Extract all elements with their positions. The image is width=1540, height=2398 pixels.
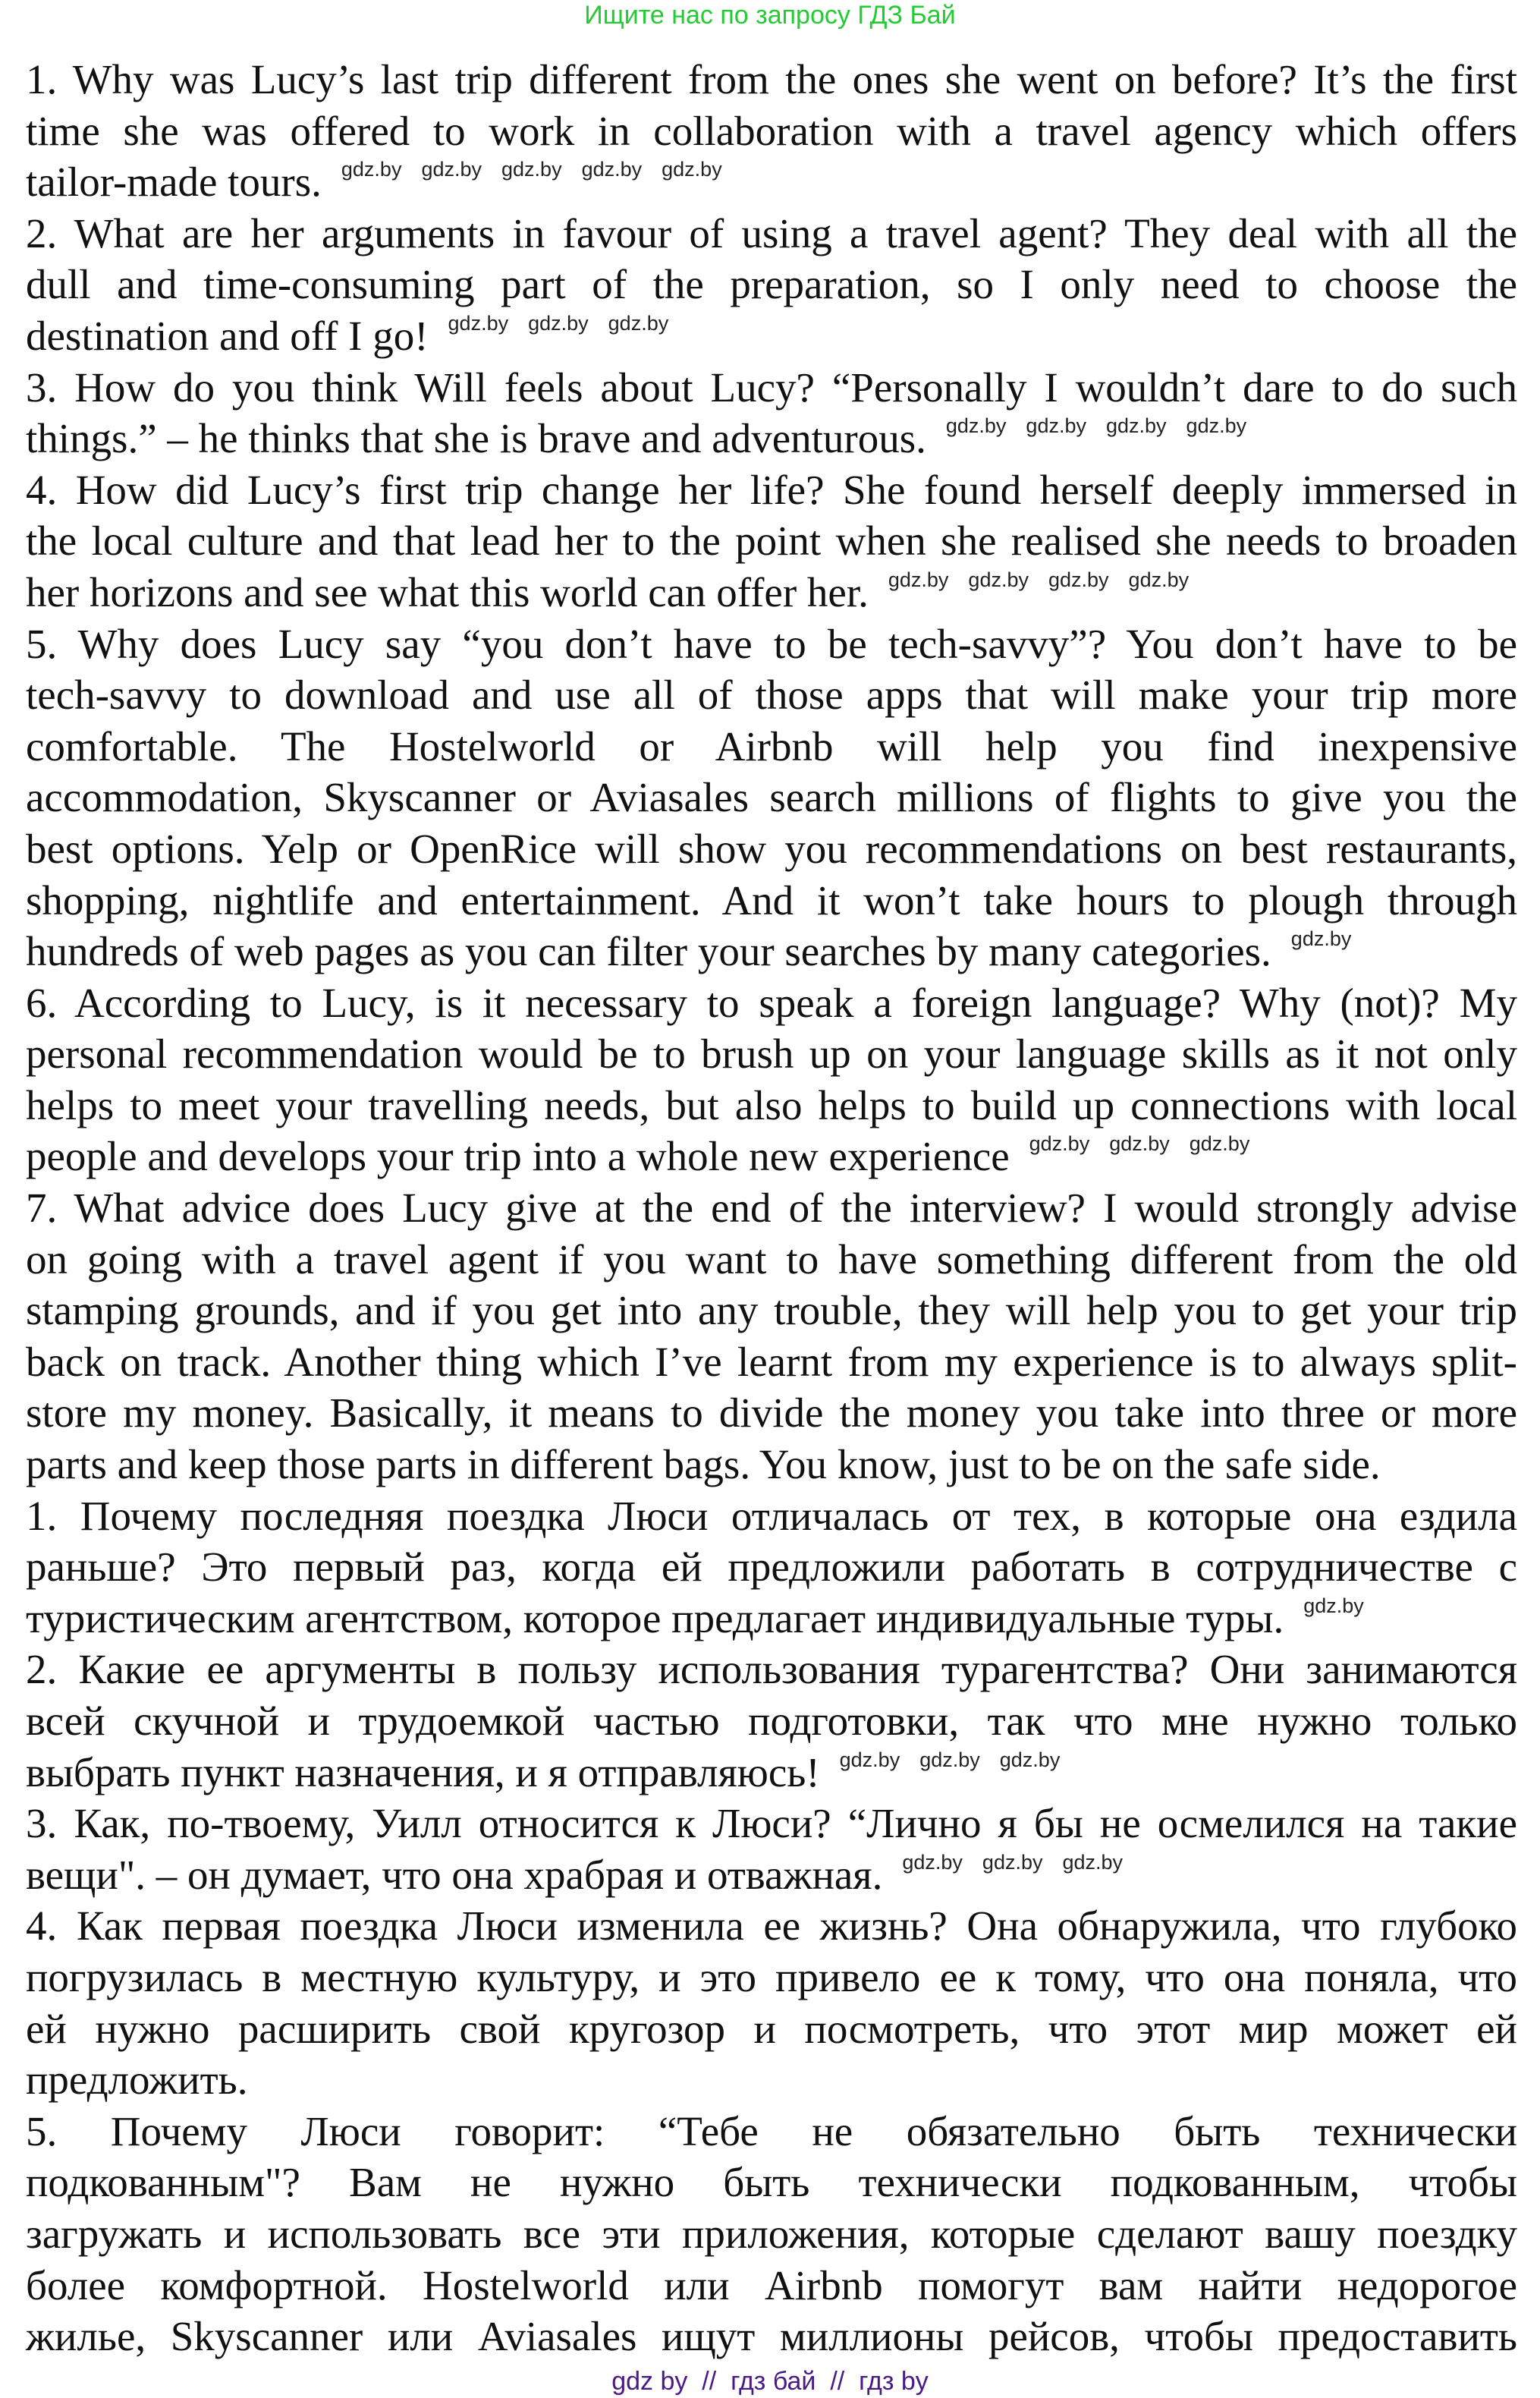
text-line-content: более комфортной. Hostelworld или Airbnb помогут вам найти недорогое: [26, 2261, 1517, 2308]
text-line: [26, 926, 1517, 977]
text-line: [26, 1541, 1517, 1593]
watermark: gdz.by: [662, 158, 722, 181]
text-line: [26, 310, 1517, 362]
text-line-content: загружать и использовать все эти приложения, которые сделают вашу поездку: [26, 2210, 1517, 2257]
answer-paragraph: [26, 1900, 1517, 2105]
text-line: [26, 2208, 1517, 2260]
watermark: gdz.by: [999, 1748, 1061, 1771]
text-line: [26, 977, 1517, 1029]
watermark: gdz.by: [528, 311, 589, 335]
watermark: gdz.by: [421, 158, 482, 181]
text-line-content: 6. According to Lucy, is it necessary to speak a foreign language? Why (not)? My: [26, 979, 1517, 1026]
text-line-content: жилье, Skyscanner или Aviasales ищут миллионы рейсов, чтобы предоставить: [26, 2313, 1517, 2360]
watermark: gdz.by: [1026, 414, 1086, 438]
text-line-content: 1. Why was Lucy’s last trip different from the ones she went on before? It’s the first: [26, 56, 1517, 102]
watermark: gdz.by: [945, 414, 1007, 438]
text-line-content: stamping grounds, and if you get into any trouble, they will help you to get your trip: [26, 1287, 1517, 1334]
answer-paragraph: [26, 1644, 1517, 1798]
footer-banner: gdz by // гдз бай // гдз by: [611, 2367, 929, 2396]
answer-paragraph: [26, 1490, 1517, 1644]
text-line-content: 3. How do you think Will feels about Lucy? “Personally I wouldn’t dare to do such: [26, 363, 1517, 411]
answer-paragraph: [26, 54, 1517, 208]
answer-paragraph: [26, 618, 1517, 977]
watermark: gdz.by: [608, 311, 669, 335]
text-line-content: 3. Как, по-твоему, Уилл относится к Люси? “Лично я бы не осмелился на такие: [26, 1800, 1517, 1847]
text-line: [26, 669, 1517, 721]
watermark: gdz.by: [341, 158, 402, 181]
text-line-content: back on track. Another thing which I’ve learnt from my experience is to always split-: [26, 1338, 1517, 1385]
text-line-content: time she was offered to work in collaboration with a travel agency which offers: [26, 107, 1517, 154]
text-line: [26, 1695, 1517, 1747]
text-line-content: 7. What advice does Lucy give at the end of the interview? I would strongly advise: [26, 1185, 1517, 1232]
text-line-content: туристическим агентством, которое предлагает индивидуальные туры.: [26, 1594, 1284, 1641]
text-line: [26, 2003, 1517, 2055]
answer-text: [26, 54, 1517, 2362]
text-line-content: parts and keep those parts in different bags. You know, just to be on the safe side.: [26, 1441, 1381, 1488]
text-line-content: раньше? Это первый раз, когда ей предложили работать в сотрудничестве с: [26, 1544, 1517, 1591]
answer-paragraph: [26, 1182, 1517, 1490]
text-line: [26, 1182, 1517, 1234]
text-line-content: 4. How did Lucy’s first trip change her life? She found herself deeply immersed in: [26, 466, 1517, 513]
watermark: gdz.by: [839, 1748, 900, 1771]
watermark: gdz.by: [888, 568, 949, 591]
answer-paragraph: [26, 2106, 1517, 2362]
text-line-content: всей скучной и трудоемкой частью подготовки, так что мне нужно только: [26, 1698, 1517, 1744]
text-line: [26, 618, 1517, 670]
text-line-content: store my money. Basically, it means to divide the money you take into three or more: [26, 1389, 1517, 1437]
text-line: [26, 1336, 1517, 1388]
text-line: [26, 464, 1517, 516]
watermark: gdz.by: [581, 158, 643, 181]
text-line-content: comfortable. The Hostelworld or Airbnb will help you find inexpensive: [26, 722, 1517, 769]
text-line: [26, 1439, 1517, 1490]
text-line: [26, 1593, 1517, 1644]
text-line: [26, 1285, 1517, 1336]
text-line-content: things.” – he thinks that she is brave and adventurous.: [26, 415, 926, 462]
text-line: [26, 1644, 1517, 1695]
text-line-content: on going with a travel agent if you want to have something different from the old: [26, 1235, 1517, 1282]
text-line: [26, 2311, 1517, 2362]
text-line-content: 2. What are her arguments in favour of using a travel agent? They deal with all the: [26, 209, 1517, 256]
text-line: [26, 2260, 1517, 2311]
text-line: [26, 721, 1517, 773]
text-line-content: destination and off I go!: [26, 312, 429, 359]
answer-paragraph: [26, 362, 1517, 464]
text-line-content: ей нужно расширить свой кругозор и посмотреть, что этот мир может ей: [26, 2005, 1517, 2052]
text-line: [26, 2106, 1517, 2157]
text-line: [26, 1798, 1517, 1849]
watermark: gdz.by: [448, 311, 509, 335]
watermark: gdz.by: [968, 568, 1029, 591]
watermark: gdz.by: [1048, 568, 1109, 591]
text-line: [26, 1028, 1517, 1080]
text-line: [26, 567, 1517, 618]
text-line: [26, 1080, 1517, 1131]
text-line: [26, 54, 1517, 105]
watermark: gdz.by: [1109, 1132, 1170, 1156]
text-line: [26, 156, 1517, 208]
watermark: gdz.by: [902, 1850, 963, 1874]
text-line: [26, 823, 1517, 875]
answer-paragraph: [26, 208, 1517, 362]
watermark: gdz.by: [982, 1850, 1043, 1874]
header-banner: Ищите нас по запросу ГДЗ Бай: [584, 1, 956, 30]
text-line: [26, 772, 1517, 823]
watermark: gdz.by: [501, 158, 562, 181]
text-line-content: accommodation, Skyscanner or Aviasales search millions of flights to give you the: [26, 774, 1517, 821]
text-line-content: погрузилась в местную культуру, и это привело ее к тому, что она поняла, что: [26, 1953, 1517, 2000]
text-line: [26, 208, 1517, 260]
watermark: gdz.by: [1189, 1132, 1250, 1156]
text-line-content: 2. Какие ее аргументы в пользу использования турагентства? Они занимаются: [26, 1646, 1517, 1693]
text-line-content: the local culture and that lead her to the point when she realised she needs to broaden: [26, 518, 1517, 565]
text-line: [26, 1234, 1517, 1286]
text-line-content: предложить.: [26, 2057, 248, 2104]
text-line-content: helps to meet your travelling needs, but also helps to build up connections with local: [26, 1081, 1517, 1128]
watermark: gdz.by: [1105, 414, 1167, 438]
text-line-content: 5. Why does Lucy say “you don’t have to be tech-savvy”? You don’t have to be: [26, 620, 1517, 667]
text-line-content: dull and time-consuming part of the preparation, so I only need to choose the: [26, 261, 1517, 308]
watermark: gdz.by: [1290, 927, 1352, 951]
text-line: [26, 362, 1517, 414]
watermark: gdz.by: [1029, 1132, 1090, 1156]
text-line: [26, 515, 1517, 567]
text-line: [26, 413, 1517, 464]
watermark: gdz.by: [1303, 1594, 1364, 1617]
text-line: [26, 1490, 1517, 1542]
text-line-content: people and develops your trip into a whole new experience: [26, 1133, 1010, 1180]
answer-paragraph: [26, 1798, 1517, 1900]
text-line-content: her horizons and see what this world can offer her.: [26, 568, 869, 615]
text-line: [26, 1747, 1517, 1798]
watermark: gdz.by: [1128, 568, 1190, 591]
text-line: [26, 259, 1517, 310]
text-line: [26, 1900, 1517, 1952]
watermark: gdz.by: [919, 1748, 980, 1771]
text-line-content: shopping, nightlife and entertainment. And it won’t take hours to plough through: [26, 876, 1517, 924]
text-line-content: 4. Как первая поездка Люси изменила ее жизнь? Она обнаружила, что глубоко: [26, 1902, 1517, 1950]
text-line-content: вещи". – он думает, что она храбрая и отважная.: [26, 1851, 883, 1898]
text-line: [26, 1849, 1517, 1901]
text-line-content: best options. Yelp or OpenRice will show you recommendations on best restaurants,: [26, 825, 1517, 872]
text-line: [26, 1952, 1517, 2003]
text-line-content: выбрать пункт назначения, и я отправляюсь!: [26, 1748, 820, 1795]
text-line: [26, 2054, 1517, 2106]
answer-paragraph: [26, 977, 1517, 1182]
text-line: [26, 1131, 1517, 1182]
text-line-content: 1. Почему последняя поездка Люси отличалась от тех, в которые она ездила: [26, 1492, 1517, 1539]
text-line-content: tech-savvy to download and use all of those apps that will make your trip more: [26, 672, 1517, 719]
text-line-content: tailor-made tours.: [26, 159, 322, 206]
watermark: gdz.by: [1062, 1850, 1124, 1874]
text-line-content: 5. Почему Люси говорит: “Тебе не обязательно быть технически: [26, 2107, 1517, 2154]
text-line: [26, 1387, 1517, 1439]
text-line-content: personal recommendation would be to brush up on your language skills as it not only: [26, 1031, 1517, 1078]
answer-paragraph: [26, 464, 1517, 618]
text-line-content: подкованным"? Вам не нужно быть технически подкованным, чтобы: [26, 2159, 1517, 2206]
watermark: gdz.by: [1186, 414, 1247, 438]
text-line: [26, 2157, 1517, 2208]
text-line: [26, 875, 1517, 927]
text-line-content: hundreds of web pages as you can filter your searches by many categories.: [26, 928, 1271, 975]
text-line: [26, 105, 1517, 157]
